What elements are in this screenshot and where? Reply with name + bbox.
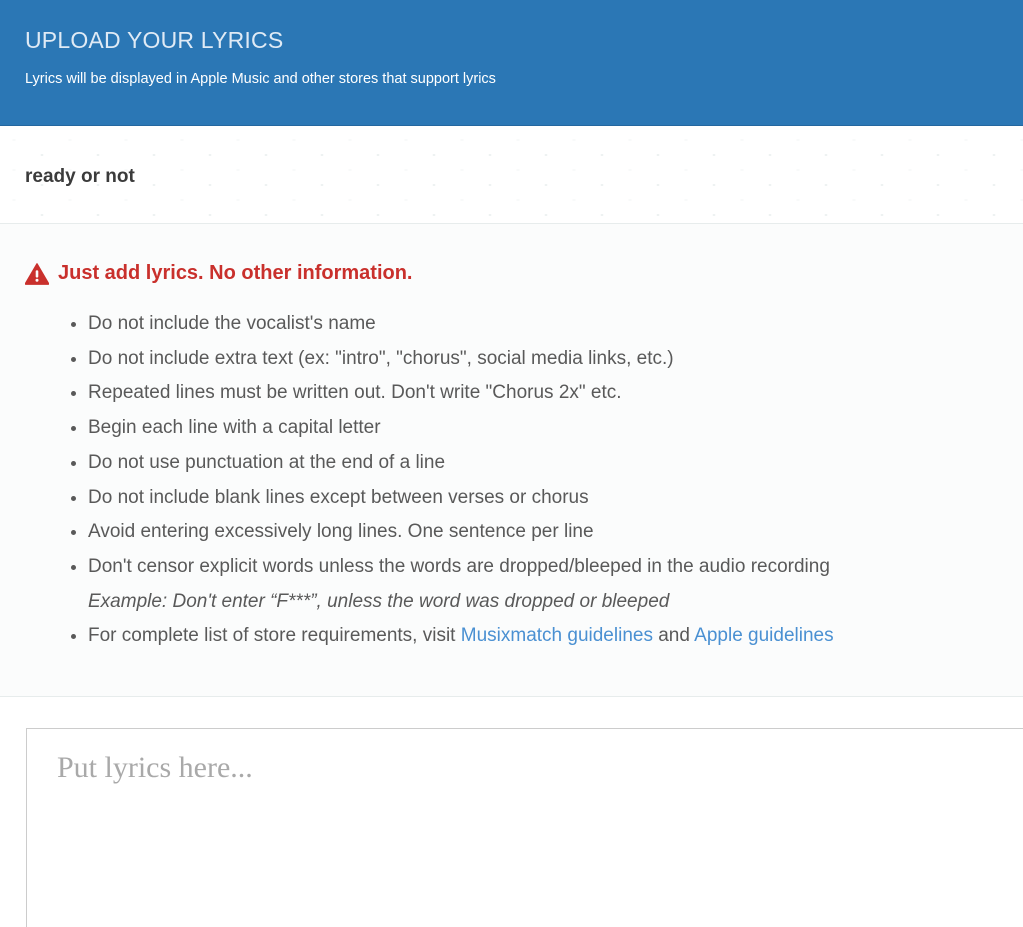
- list-item-text: and: [652, 625, 695, 647]
- guidelines-list: [25, 307, 998, 654]
- list-item-text: Do not include extra text (ex: "intro", "chorus", social media links, etc.): [88, 347, 674, 369]
- list-item: [88, 411, 998, 446]
- list-item: [88, 307, 998, 342]
- list-item-text: For complete list of store requirements, visit: [88, 625, 461, 647]
- musixmatch-guidelines-link[interactable]: Musixmatch guidelines: [460, 625, 653, 647]
- list-item-text: Avoid entering excessively long lines. One sentence per line: [88, 521, 594, 543]
- warning-heading: [25, 262, 998, 285]
- exclamation-triangle-icon: [25, 263, 49, 285]
- example-note: Example: Don't enter “F***”, unless the word was dropped or bleeped: [88, 590, 670, 612]
- list-item-text: Do not include blank lines except between verses or chorus: [88, 486, 589, 508]
- list-item-text: Begin each line with a capital letter: [88, 417, 381, 439]
- apple-guidelines-link[interactable]: Apple guidelines: [694, 625, 834, 647]
- page-title: UPLOAD YOUR LYRICS: [25, 27, 284, 53]
- list-item: [88, 446, 998, 481]
- list-item-text: Repeated lines must be written out. Don't write "Chorus 2x" etc.: [88, 382, 622, 404]
- list-item: [88, 481, 998, 516]
- list-item: [88, 515, 998, 550]
- guidelines-panel: [0, 224, 1023, 697]
- list-item: [88, 619, 998, 654]
- list-item-text: Do not include the vocalist's name: [88, 313, 376, 334]
- list-item: [88, 342, 998, 377]
- lyrics-input-section: [0, 697, 1023, 927]
- list-item-text: Don't censor explicit words unless the words are dropped/bleeped in the audio recording: [88, 555, 830, 577]
- lyrics-textarea[interactable]: [26, 728, 1023, 927]
- list-item-text: Do not use punctuation at the end of a line: [88, 451, 446, 473]
- page-header: [0, 0, 1023, 126]
- list-item: [88, 550, 998, 619]
- song-title: ready or not: [25, 166, 135, 187]
- song-title-section: [0, 126, 1023, 224]
- warning-text: Just add lyrics. No other information.: [58, 262, 413, 284]
- list-item: [88, 376, 998, 411]
- page-subtitle: Lyrics will be displayed in Apple Music and other stores that support lyrics: [25, 71, 496, 87]
